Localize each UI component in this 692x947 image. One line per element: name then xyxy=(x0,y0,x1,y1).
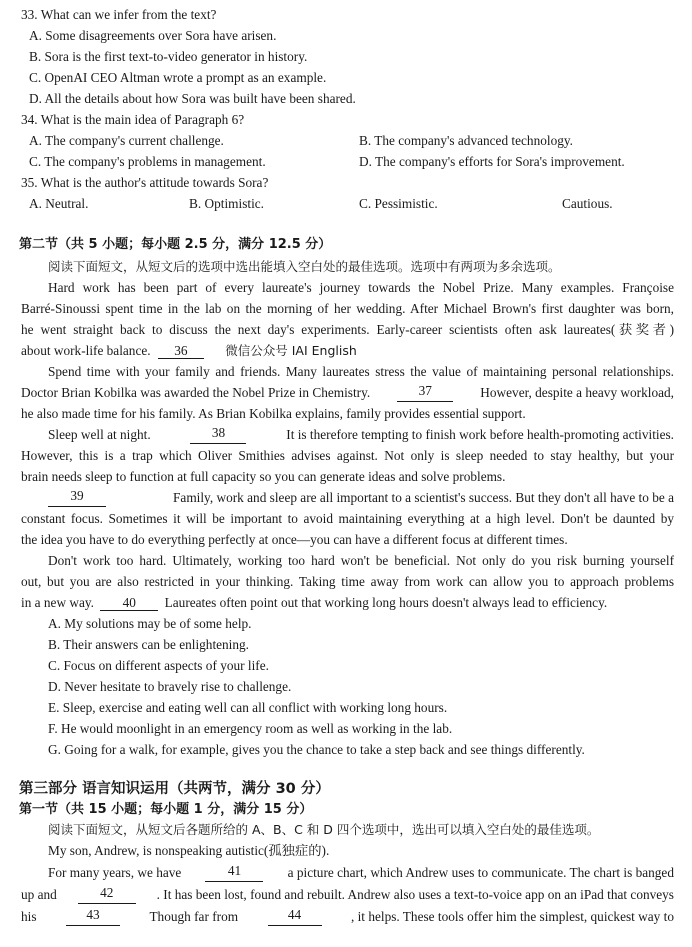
q35-option-d: Cautious. xyxy=(562,196,613,211)
s2-option-d: D. Never hesitate to bravely rise to challenge. xyxy=(48,679,292,694)
part3-heading: 第三部分 语言知识运用（共两节，满分 30 分） xyxy=(19,781,330,797)
p3-line-2: However, this is a trap which Oliver Smithies advises against. Not only is sleep needed to stay healthy, but your xyxy=(21,448,674,463)
section2-instruction: 阅读下面短文，从短文后的选项中选出能填入空白处的最佳选项。选项中有两项为多余选项。 xyxy=(48,259,561,274)
blank-38[interactable]: 38 xyxy=(190,426,246,444)
p5-line-3-text-b: Laureates often point out that working long hours doesn't always lead to efficiency. xyxy=(164,595,608,610)
blank-43[interactable]: 43 xyxy=(66,908,120,926)
q33-option-b: B. Sora is the first text-to-video generator in history. xyxy=(29,49,308,64)
q35-stem: 35. What is the author's attitude towards Sora? xyxy=(21,175,269,190)
part3-p2-text-g: , it helps. These tools offer him the simplest, quickest way to xyxy=(350,909,674,924)
watermark-text: 微信公众号 IAI English xyxy=(225,343,357,358)
part3-p2-text-c: up and xyxy=(21,887,57,902)
p2-line-2-text-a: Doctor Brian Kobilka was awarded the Nobel Prize in Chemistry. xyxy=(21,385,371,400)
p4-line-1-text: Family, work and sleep are all important to a scientist's success. But they don't all have to be a xyxy=(173,490,674,505)
part3-p2-line-3 xyxy=(21,908,674,926)
p4-line-2: constant focus. Sometimes it will be important to avoid maintaining everything at a high level. Don't be daunted by xyxy=(21,511,674,526)
s2-option-e: E. Sleep, exercise and eating well can all conflict with working long hours. xyxy=(48,700,448,715)
part3-p2-text-e: his xyxy=(21,909,37,924)
part3-p2-text-b: a picture chart, which Andrew uses to communicate. The chart is banged xyxy=(287,865,674,880)
p3-line-1 xyxy=(48,426,674,444)
q34-option-b: B. The company's advanced technology. xyxy=(359,133,573,148)
s2-option-f: F. He would moonlight in an emergency room as well as working in the lab. xyxy=(48,721,453,736)
p1-line-4-text: about work-life balance. xyxy=(21,343,151,358)
s2-option-c: C. Focus on different aspects of your life. xyxy=(48,658,269,673)
p5-line-3-text-a: in a new way. xyxy=(21,595,94,610)
p2-line-2 xyxy=(21,384,674,402)
p4-line-1 xyxy=(48,489,674,507)
blank-44[interactable]: 44 xyxy=(268,908,322,926)
q35-option-a: A. Neutral. xyxy=(29,196,89,211)
p1-line-3: he went straight back to discuss the next day's experiments. Early-career scientists often ask laureates(获奖者) xyxy=(21,322,674,337)
q34-option-a: A. The company's current challenge. xyxy=(29,133,224,148)
p5-line-2: out, but you are also restricted in your thinking. Taking time away from work can allow you to approach problems xyxy=(21,574,674,589)
s2-option-b: B. Their answers can be enlightening. xyxy=(48,637,249,652)
q34-option-d: D. The company's efforts for Sora's improvement. xyxy=(359,154,625,169)
p2-line-1: Spend time with your family and friends. Many laureates stress the value of maintaining personal relationships. xyxy=(48,364,674,379)
part3-p2-text-a: For many years, we have xyxy=(48,865,182,880)
p1-line-2: Barré-Sinoussi spent time in the lab on the morning of her wedding. After Michael Brown's first daughter was born, xyxy=(21,301,674,316)
q33-option-d: D. All the details about how Sora was built have been shared. xyxy=(29,91,356,106)
q34-stem: 34. What is the main idea of Paragraph 6? xyxy=(21,112,245,127)
p2-line-2-text-b: However, despite a heavy workload, xyxy=(480,385,674,400)
q35-option-b: B. Optimistic. xyxy=(189,196,264,211)
q33-option-c: C. OpenAI CEO Altman wrote a prompt as an example. xyxy=(29,70,327,85)
part3-p2-text-f: Though far from xyxy=(149,909,239,924)
part3-p2-text-d: . It has been lost, found and rebuilt. Andrew also uses a text-to-voice app on an iPad that conveys xyxy=(156,887,674,902)
p4-line-3: the idea you have to do everything perfectly at once—you can have a different focus at different times. xyxy=(21,532,568,547)
s2-option-a: A. My solutions may be of some help. xyxy=(48,616,252,631)
p5-line-1: Don't work too hard. Ultimately, working too hard won't be beneficial. Not only do you risk burning yourself xyxy=(48,553,674,568)
p5-line-3 xyxy=(21,594,607,612)
p3-line-1-text-b: It is therefore tempting to finish work before health-promoting activities. xyxy=(286,427,674,442)
part3-p2-line-2 xyxy=(21,886,674,904)
blank-39[interactable]: 39 xyxy=(48,489,106,507)
blank-40[interactable]: 40 xyxy=(100,596,158,611)
blank-37[interactable]: 37 xyxy=(397,384,453,402)
p2-line-3: he also made time for his family. As Brian Kobilka explains, family provides essential support. xyxy=(21,406,526,421)
q33-stem: 33. What can we infer from the text? xyxy=(21,7,217,22)
part3-p2-line-1 xyxy=(48,864,674,882)
p3-line-1-text-a: Sleep well at night. xyxy=(48,427,151,442)
q34-option-c: C. The company's problems in management. xyxy=(29,154,266,169)
q35-option-c: C. Pessimistic. xyxy=(359,196,438,211)
part3-sub-heading: 第一节（共 15 小题；每小题 1 分，满分 15 分） xyxy=(19,802,313,817)
blank-41[interactable]: 41 xyxy=(205,864,263,882)
p1-line-1: Hard work has been part of every laureate's journey towards the Nobel Prize. Many examples. Françoise xyxy=(48,280,674,295)
p3-line-3: brain needs sleep to function at full capacity so you can generate ideas and solve problems. xyxy=(21,469,506,484)
section2-heading: 第二节（共 5 小题；每小题 2.5 分，满分 12.5 分） xyxy=(19,237,332,252)
blank-42[interactable]: 42 xyxy=(78,886,136,904)
q33-option-a: A. Some disagreements over Sora have arisen. xyxy=(29,28,277,43)
blank-36[interactable]: 36 xyxy=(158,344,204,359)
p1-line-4 xyxy=(21,342,357,360)
part3-p1: My son, Andrew, is nonspeaking autistic(孤独症的). xyxy=(48,843,330,858)
part3-instruction: 阅读下面短文，从短文后各题所给的 A、B、C 和 D 四个选项中，选出可以填入空白处的最佳选项。 xyxy=(48,822,600,837)
s2-option-g: G. Going for a walk, for example, gives you the chance to take a step back and see things differently. xyxy=(48,742,585,757)
